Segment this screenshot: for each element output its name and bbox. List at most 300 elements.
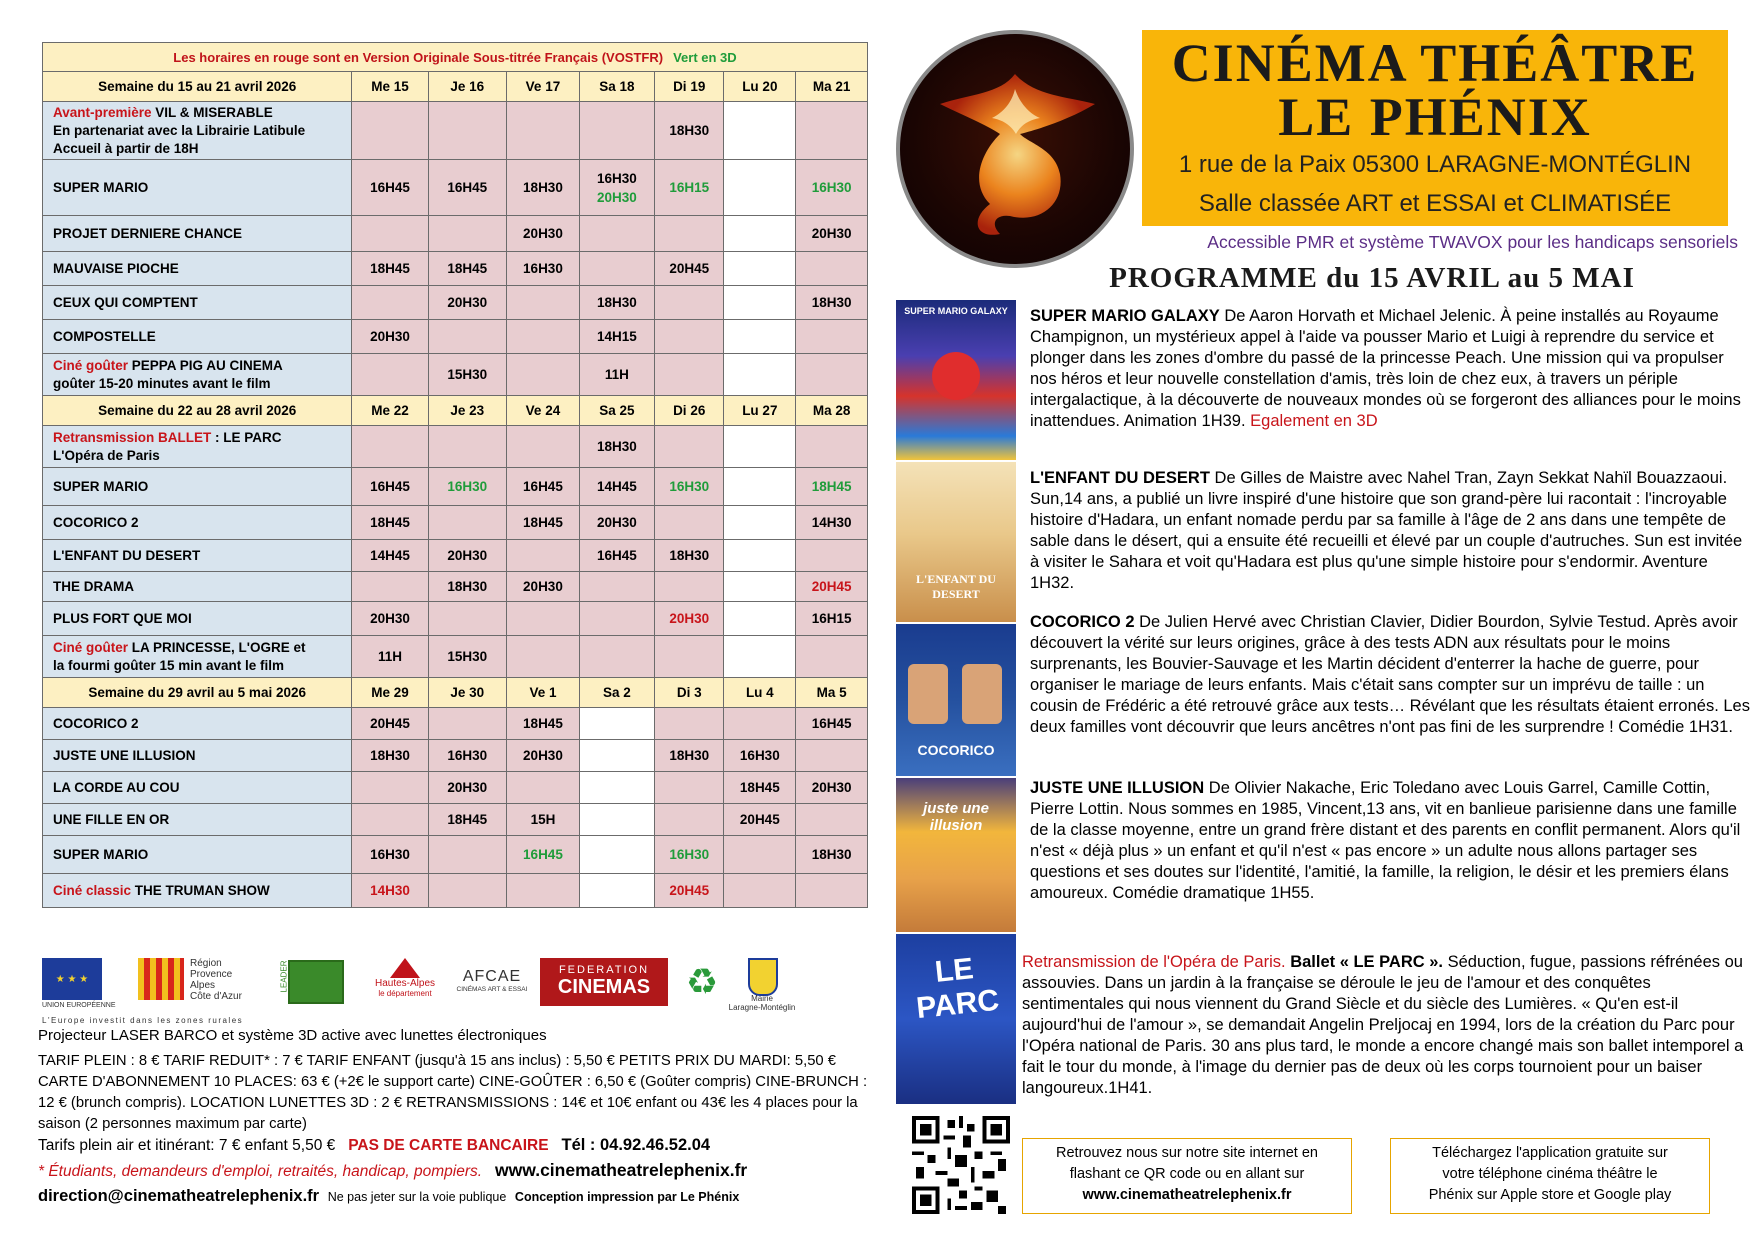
showtime-cell (579, 252, 654, 286)
no-screening-cell (724, 602, 796, 636)
projector-info: Projecteur LASER BARCO et système 3D active avec lunettes électroniques (38, 1027, 547, 1044)
film-name-cell (43, 216, 352, 252)
showtime-cell (352, 836, 428, 874)
notice-red: Les horaires en rouge sont en Version Originale Sous-titrée Français (VOSTFR) (173, 49, 664, 65)
showtime: 20H30 (669, 611, 710, 626)
film-text: De Gilles de Maistre avec Nahel Tran, Zayn Sekkat Nahïl Bouazzaoui. Sun,14 ans, a publié un livre inspiré d'une histoire que son grand-père lui racontait : l'incroyable histoire d'Hadara, un enfant nomade perdu par sa famille à l'âge de 2 ans dans une tempête de sable dans le désert, qui a ensuite été recueilli et élevé par un couple d'autruches. Sun est invitée à visiter le Sahara et voit qu'Hadara est plus qu'une simple histoire pour s'endormir. Aventure 1H32. (1030, 469, 1743, 592)
box2-line: Téléchargez l'application gratuite sur (1432, 1145, 1668, 1161)
film-name-line (53, 478, 347, 496)
poster-caption: COCORICO (917, 742, 995, 758)
film-row (43, 540, 868, 572)
film-name: VIL & MISERABLE (151, 104, 273, 120)
film-row (43, 572, 868, 602)
film-name: UNE FILLE EN OR (53, 811, 170, 827)
showtime-cell (724, 804, 796, 836)
showtime-cell (507, 354, 580, 396)
film-name: PLUS FORT QUE MOI (53, 610, 192, 626)
showtime-cell (428, 540, 506, 572)
film-name-cell (43, 354, 352, 396)
day-header: Ma 28 (796, 396, 868, 426)
accessibility-note: Accessible PMR et système TWAVOX pour les handicaps sensoriels (1207, 232, 1738, 252)
showtime: 16H45 (370, 479, 410, 494)
eu-logo (42, 958, 102, 1000)
showtime-cell (507, 540, 580, 572)
fed-label: FEDERATION (558, 964, 650, 976)
showtime-cell (796, 804, 868, 836)
showtime-cell (654, 426, 723, 468)
afcae-sub: CINÉMAS ART & ESSAI (456, 986, 528, 993)
website-link[interactable]: www.cinematheatrelephenix.fr (495, 1160, 748, 1180)
region-label-line: Provence (190, 969, 233, 980)
schedule-table (42, 42, 868, 908)
showtime-cell (428, 102, 506, 160)
program-title: PROGRAMME du 15 AVRIL au 5 MAI (1109, 262, 1635, 294)
showtime: 20H30 (523, 748, 563, 763)
film-name-cell (43, 740, 352, 772)
showtime: 16H30 (370, 847, 410, 862)
showtime-cell (579, 160, 654, 216)
no-screening-cell (724, 572, 796, 602)
day-header: Di 19 (654, 72, 723, 102)
showtime: 20H30 (370, 611, 410, 626)
film-name: LA PRINCESSE, L'OGRE et (128, 639, 306, 655)
showtime: 16H45 (523, 847, 563, 862)
showtime: 18H45 (370, 261, 410, 276)
app-box (1390, 1138, 1710, 1214)
reduced-note: * Étudiants, demandeurs d'emploi, retraités, handicap, pompiers. (38, 1163, 483, 1180)
showtime-cell (796, 286, 868, 320)
film-row (43, 804, 868, 836)
day-header: Me 22 (352, 396, 428, 426)
schedule-notice-row (43, 43, 868, 72)
film-name: PROJET DERNIERE CHANCE (53, 225, 243, 241)
showtime-cell (796, 836, 868, 874)
mairie-line: Laragne-Montéglin (728, 1003, 796, 1012)
film-name-cell (43, 252, 352, 286)
region-label-line: Côte d'Azur (190, 991, 242, 1002)
showtime: 14H30 (811, 515, 852, 530)
film-note: Egalement en 3D (1250, 412, 1378, 430)
poster-le-parc (896, 934, 1016, 1104)
day-header: Di 26 (654, 396, 723, 426)
showtime-cell (796, 102, 868, 160)
film-name-cell (43, 160, 352, 216)
poster-juste-illusion (896, 778, 1016, 932)
showtime: 16H30 (739, 748, 780, 763)
showtime: 16H15 (669, 180, 710, 195)
film-name-line (53, 357, 347, 375)
showtime-cell (507, 468, 580, 506)
day-header: Je 23 (428, 396, 506, 426)
film-extra: Accueil à partir de 18H (53, 140, 199, 156)
showtime-cell (352, 708, 428, 740)
showtime-cell (579, 506, 654, 540)
showtime-cell (507, 102, 580, 160)
synopsis-juste-illusion (1030, 778, 1752, 904)
showtime: 18H30 (597, 295, 637, 310)
showtime-cell (796, 426, 868, 468)
showtime-cell (796, 874, 868, 908)
no-screening-cell (724, 468, 796, 506)
showtime-cell (579, 102, 654, 160)
film-name-cell (43, 836, 352, 874)
showtime-cell (428, 772, 506, 804)
film-name-cell (43, 102, 352, 160)
film-name: : LE PARC (211, 429, 282, 445)
film-name-line (53, 578, 347, 596)
showtime: 18H30 (811, 295, 852, 310)
showtime: 16H15 (811, 611, 852, 626)
film-title: COCORICO 2 (1030, 613, 1135, 631)
film-text: De Olivier Nakache, Eric Toledano avec Louis Garrel, Camille Cottin, Pierre Lottin. Nous sommes en 1985, Vincent,13 ans, vit en banlieue parisienne dans une famille de la classe moyenne, entre un grand frère distant et des parents en conflit permanent. Alors qu'il n'est « déjà plus » un enfant et qu'il n'est « pas encore » un adulte nous allons partager ses questions et ses doutes sur l'identité, l'amitié, la famille, la religion, le désir et les premiers élans amoureux. Comédie dramatique 1H55. (1030, 779, 1741, 902)
showtime: 14H45 (597, 479, 637, 494)
showtime: 16H30 (811, 180, 852, 195)
showtime: 20H30 (597, 515, 637, 530)
film-name: COCORICO 2 (53, 514, 139, 530)
showtime: 15H30 (447, 649, 488, 664)
showtime-cell (352, 426, 428, 468)
showtime-cell (507, 320, 580, 354)
tarifs: TARIF PLEIN : 8 € TARIF REDUIT* : 7 € TARIF ENFANT (jusqu'à 15 ans inclus) : 5,50 € PETITS PRIX DU MARDI: 5,50 € CARTE D'ABONNEMENT 10 PLACES: 63 € (+2€ le support carte) CINE-GOÛTER : 6,50 € (Goûter compris) CINE-BRUNCH : 12 € (brunch compris). LOCATION LUNETTES 3D : 2 € RETRANSMISSIONS : 14€ et 10€ enfant ou 43€ les 4 places pour la saison (2 personnes maximum par carte) (38, 1053, 868, 1132)
film-name-cell (43, 540, 352, 572)
film-row (43, 468, 868, 506)
showtime: 11H (377, 649, 402, 664)
no-screening-cell (579, 708, 654, 740)
showtime-cell (654, 836, 723, 874)
box2-line: votre téléphone cinéma théâtre le (1442, 1166, 1658, 1182)
film-row (43, 506, 868, 540)
plein-air: Tarifs plein air et itinérant: 7 € enfant 5,50 € (38, 1137, 336, 1154)
showtime: 20H30 (523, 226, 563, 241)
showtime: 14H30 (370, 883, 410, 898)
cinema-title-line2: LE PHÉNIX (1278, 87, 1592, 147)
showtime-cell (579, 540, 654, 572)
region-label-line: Alpes (190, 980, 216, 991)
showtime-cell (352, 216, 428, 252)
film-name-line (53, 429, 347, 447)
email-link[interactable]: direction@cinematheatrelephenix.fr (38, 1187, 320, 1205)
film-name-cell (43, 468, 352, 506)
day-header: Me 29 (352, 678, 428, 708)
showtime-cell (579, 426, 654, 468)
showtime: 16H30 (447, 748, 488, 763)
poster-cocorico (896, 624, 1016, 776)
showtime: 18H30 (669, 748, 710, 763)
showtime: 20H30 (370, 329, 410, 344)
showtime-cell (579, 320, 654, 354)
hautes-alpes-logo (370, 958, 440, 998)
film-prefix: Ciné goûter (53, 639, 129, 655)
film-title: JUSTE UNE ILLUSION (1030, 779, 1205, 797)
day-header: Sa 2 (579, 678, 654, 708)
showtime: 16H30 (669, 479, 710, 494)
film-row (43, 102, 868, 160)
film-name: PEPPA PIG AU CINEMA (128, 357, 283, 373)
day-header: Ma 5 (796, 678, 868, 708)
film-name-cell (43, 320, 352, 354)
showtime: 15H30 (447, 367, 488, 382)
showtime-cell (507, 874, 580, 908)
region-label-line: Région (190, 958, 222, 969)
showtime-cell (796, 320, 868, 354)
poster-caption: juste une illusion (923, 800, 989, 834)
showtime-cell (428, 740, 506, 772)
day-header: Sa 18 (579, 72, 654, 102)
day-header: Ve 17 (507, 72, 580, 102)
film-extra: L'Opéra de Paris (53, 447, 160, 463)
film-name-line (53, 260, 347, 278)
showtime: 18H45 (523, 515, 563, 530)
showtime-cell (507, 216, 580, 252)
showtime-cell (724, 740, 796, 772)
showtime-cell (352, 772, 428, 804)
showtime-cell (507, 286, 580, 320)
showtime-cell (428, 354, 506, 396)
no-screening-cell (724, 252, 796, 286)
showtime: 18H30 (370, 748, 410, 763)
showtime-cell (507, 252, 580, 286)
showtime: 20H30 (523, 579, 563, 594)
film-name: LA CORDE AU COU (53, 779, 180, 795)
showtime: 16H45 (523, 479, 563, 494)
mountain-icon (390, 958, 420, 978)
afcae-logo (452, 968, 532, 993)
showtime-cell (507, 160, 580, 216)
showtime-cell (579, 572, 654, 602)
film-name-line (53, 104, 347, 122)
actor-figure (962, 664, 1002, 724)
film-row (43, 602, 868, 636)
film-name-cell (43, 572, 352, 602)
afcae-label: AFCAE (462, 968, 522, 985)
qr-code[interactable] (912, 1116, 1010, 1214)
poster-caption: SUPER MARIO GALAXY (904, 306, 1008, 316)
showtime-cell (724, 708, 796, 740)
showtime-cell (428, 286, 506, 320)
film-prefix: Ciné goûter (53, 357, 129, 373)
showtime: 18H45 (523, 716, 563, 731)
showtime-cell (654, 772, 723, 804)
mario-figure (932, 352, 980, 400)
showtime-cell (796, 636, 868, 678)
day-header: Di 3 (654, 678, 723, 708)
showtime-cell (352, 540, 428, 572)
week-label: Semaine du 29 avril au 5 mai 2026 (43, 678, 352, 708)
showtime-cell (724, 836, 796, 874)
showtime-cell (352, 740, 428, 772)
mairie-crest-icon (748, 958, 778, 996)
showtime: 18H45 (370, 515, 410, 530)
showtime-cell (352, 468, 428, 506)
showtime-cell (579, 602, 654, 636)
showtime: 18H45 (811, 479, 852, 494)
showtime: 18H30 (447, 579, 488, 594)
showtime-cell (796, 506, 868, 540)
showtime: 18H30 (811, 847, 852, 862)
film-title: L'ENFANT DU DESERT (1030, 469, 1210, 487)
showtime-cell (428, 874, 506, 908)
film-name-line (53, 225, 347, 243)
day-header: Lu 20 (724, 72, 796, 102)
film-name: MAUVAISE PIOCHE (53, 260, 179, 276)
week-label: Semaine du 22 au 28 avril 2026 (43, 396, 352, 426)
salle-info: Salle classée ART et ESSAI et CLIMATISÉE (1198, 190, 1672, 217)
actor-figure (908, 664, 948, 724)
showtime-cell (654, 320, 723, 354)
no-screening-cell (724, 636, 796, 678)
showtime: 20H30 (811, 780, 852, 795)
showtime: 16H45 (811, 716, 852, 731)
box1-line: Retrouvez nous sur notre site internet en (1056, 1145, 1318, 1161)
showtime: 18H45 (447, 261, 488, 276)
showtime: 20H30 (447, 295, 488, 310)
showtime-cell (654, 740, 723, 772)
film-name: THE TRUMAN SHOW (131, 882, 270, 898)
showtime: 20H45 (739, 812, 780, 827)
box1-url[interactable]: www.cinematheatrelephenix.fr (1082, 1187, 1292, 1203)
film-name: SUPER MARIO (53, 846, 149, 862)
contact-line (38, 1186, 878, 1208)
poster-super-mario (896, 300, 1016, 460)
showtime: 18H45 (447, 812, 488, 827)
eu-label: UNION EUROPÉENNE (42, 1002, 116, 1009)
showtime-cell (796, 354, 868, 396)
film-name: SUPER MARIO (53, 478, 149, 494)
film-row (43, 426, 868, 468)
week-header-row (43, 396, 868, 426)
film-row (43, 354, 868, 396)
showtime: 16H30 (597, 170, 637, 186)
day-header: Me 15 (352, 72, 428, 102)
film-name-line (53, 639, 347, 657)
film-name-line (53, 846, 347, 864)
film-name: CEUX QUI COMPTENT (53, 294, 198, 310)
synopsis-enfant-desert (1030, 468, 1752, 594)
ha-label-1: Hautes-Alpes (374, 978, 436, 989)
showtime-cell (507, 602, 580, 636)
week-header-row (43, 678, 868, 708)
showtime-cell (352, 874, 428, 908)
film-name: COMPOSTELLE (53, 328, 156, 344)
showtime-cell (654, 636, 723, 678)
film-title: SUPER MARIO GALAXY (1030, 307, 1220, 325)
film-name: JUSTE UNE ILLUSION (53, 747, 196, 763)
showtime-cell (428, 572, 506, 602)
synopsis-cocorico (1030, 612, 1752, 738)
film-name-cell (43, 708, 352, 740)
film-row (43, 874, 868, 908)
film-pre: Retransmission de l'Opéra de Paris. (1022, 953, 1286, 971)
day-header: Ve 1 (507, 678, 580, 708)
title-box (1142, 30, 1728, 226)
showtime-cell (796, 540, 868, 572)
showtime-cell (428, 804, 506, 836)
day-header: Lu 4 (724, 678, 796, 708)
film-name-line (53, 328, 347, 346)
week-label: Semaine du 15 au 21 avril 2026 (43, 72, 352, 102)
showtime-cell (428, 252, 506, 286)
showtime: 16H30 (523, 261, 563, 276)
showtime: 20H30 (447, 548, 488, 563)
showtime-cell (654, 160, 723, 216)
leader-label: LEADER (279, 960, 289, 993)
film-row (43, 708, 868, 740)
film-extra: En partenariat avec la Librairie Latibule (53, 122, 306, 138)
showtime-cell (654, 252, 723, 286)
film-name-cell (43, 804, 352, 836)
film-prefix: Ciné classic (53, 882, 132, 898)
film-name-cell (43, 286, 352, 320)
film-row (43, 772, 868, 804)
film-text: De Aaron Horvath et Michael Jelenic. À peine installés au Royaume Champignon, un mystérieux appel à l'aide va pousser Mario et Luigi à reprendre du service et plonger dans les zones d'ombre du passé de la princesse Peach. Une mission qui va propulser nos héros et leur nouvelle constellation d'amis, très loin de chez eux, à travers un périple intergalactique, à la découverte de nouveaux mondes où se forgeront des alliances pour le moins inattendues. Animation 1H39. (1030, 307, 1741, 430)
showtime-cell (352, 602, 428, 636)
film-name-cell (43, 772, 352, 804)
showtime-cell (507, 572, 580, 602)
film-name-line (53, 179, 347, 197)
showtime-cell (352, 506, 428, 540)
synopsis-super-mario (1030, 306, 1752, 432)
tarif-line (38, 1135, 878, 1156)
film-row (43, 320, 868, 354)
film-prefix: Retransmission BALLET (53, 429, 212, 445)
film-name-line (53, 747, 347, 765)
showtime: 20H30 (597, 189, 637, 205)
showtime-cell (654, 102, 723, 160)
day-header: Ma 21 (796, 72, 868, 102)
showtime-cell (352, 102, 428, 160)
no-litter: Ne pas jeter sur la voie publique (327, 1190, 507, 1204)
mairie-line: Mairie (751, 994, 773, 1003)
showtime-cell (579, 286, 654, 320)
showtime-cell (654, 804, 723, 836)
no-card: PAS DE CARTE BANCAIRE (348, 1137, 549, 1154)
showtime: 16H45 (597, 548, 637, 563)
film-row (43, 252, 868, 286)
showtime-cell (654, 572, 723, 602)
showtime-cell (428, 602, 506, 636)
showtime: 20H45 (811, 579, 852, 594)
film-name-cell (43, 506, 352, 540)
showtime-cell (428, 836, 506, 874)
showtime-cell (654, 874, 723, 908)
showtime-cell (507, 836, 580, 874)
showtime-cell (654, 602, 723, 636)
synopsis-le-parc (1022, 952, 1752, 1099)
film-name-line (53, 294, 347, 312)
day-header: Je 30 (428, 678, 506, 708)
film-row (43, 636, 868, 678)
film-name: THE DRAMA (53, 578, 134, 594)
film-extra: la fourmi goûter 15 min avant le film (53, 657, 285, 673)
showtime-cell (654, 506, 723, 540)
showtime-cell (428, 708, 506, 740)
showtime-cell (352, 160, 428, 216)
film-name-line (53, 715, 347, 733)
showtime: 15H (530, 812, 556, 827)
mairie-label (722, 994, 802, 1012)
schedule-notice (43, 43, 868, 72)
film-row (43, 216, 868, 252)
showtime-cell (796, 160, 868, 216)
showtime-cell (428, 506, 506, 540)
poster-enfant-desert (896, 462, 1016, 622)
showtime: 14H15 (597, 329, 637, 344)
showtime-cell (507, 772, 580, 804)
showtime: 14H45 (370, 548, 410, 563)
showtime-cell (654, 708, 723, 740)
day-header: Je 16 (428, 72, 506, 102)
film-name: SUPER MARIO (53, 179, 149, 195)
